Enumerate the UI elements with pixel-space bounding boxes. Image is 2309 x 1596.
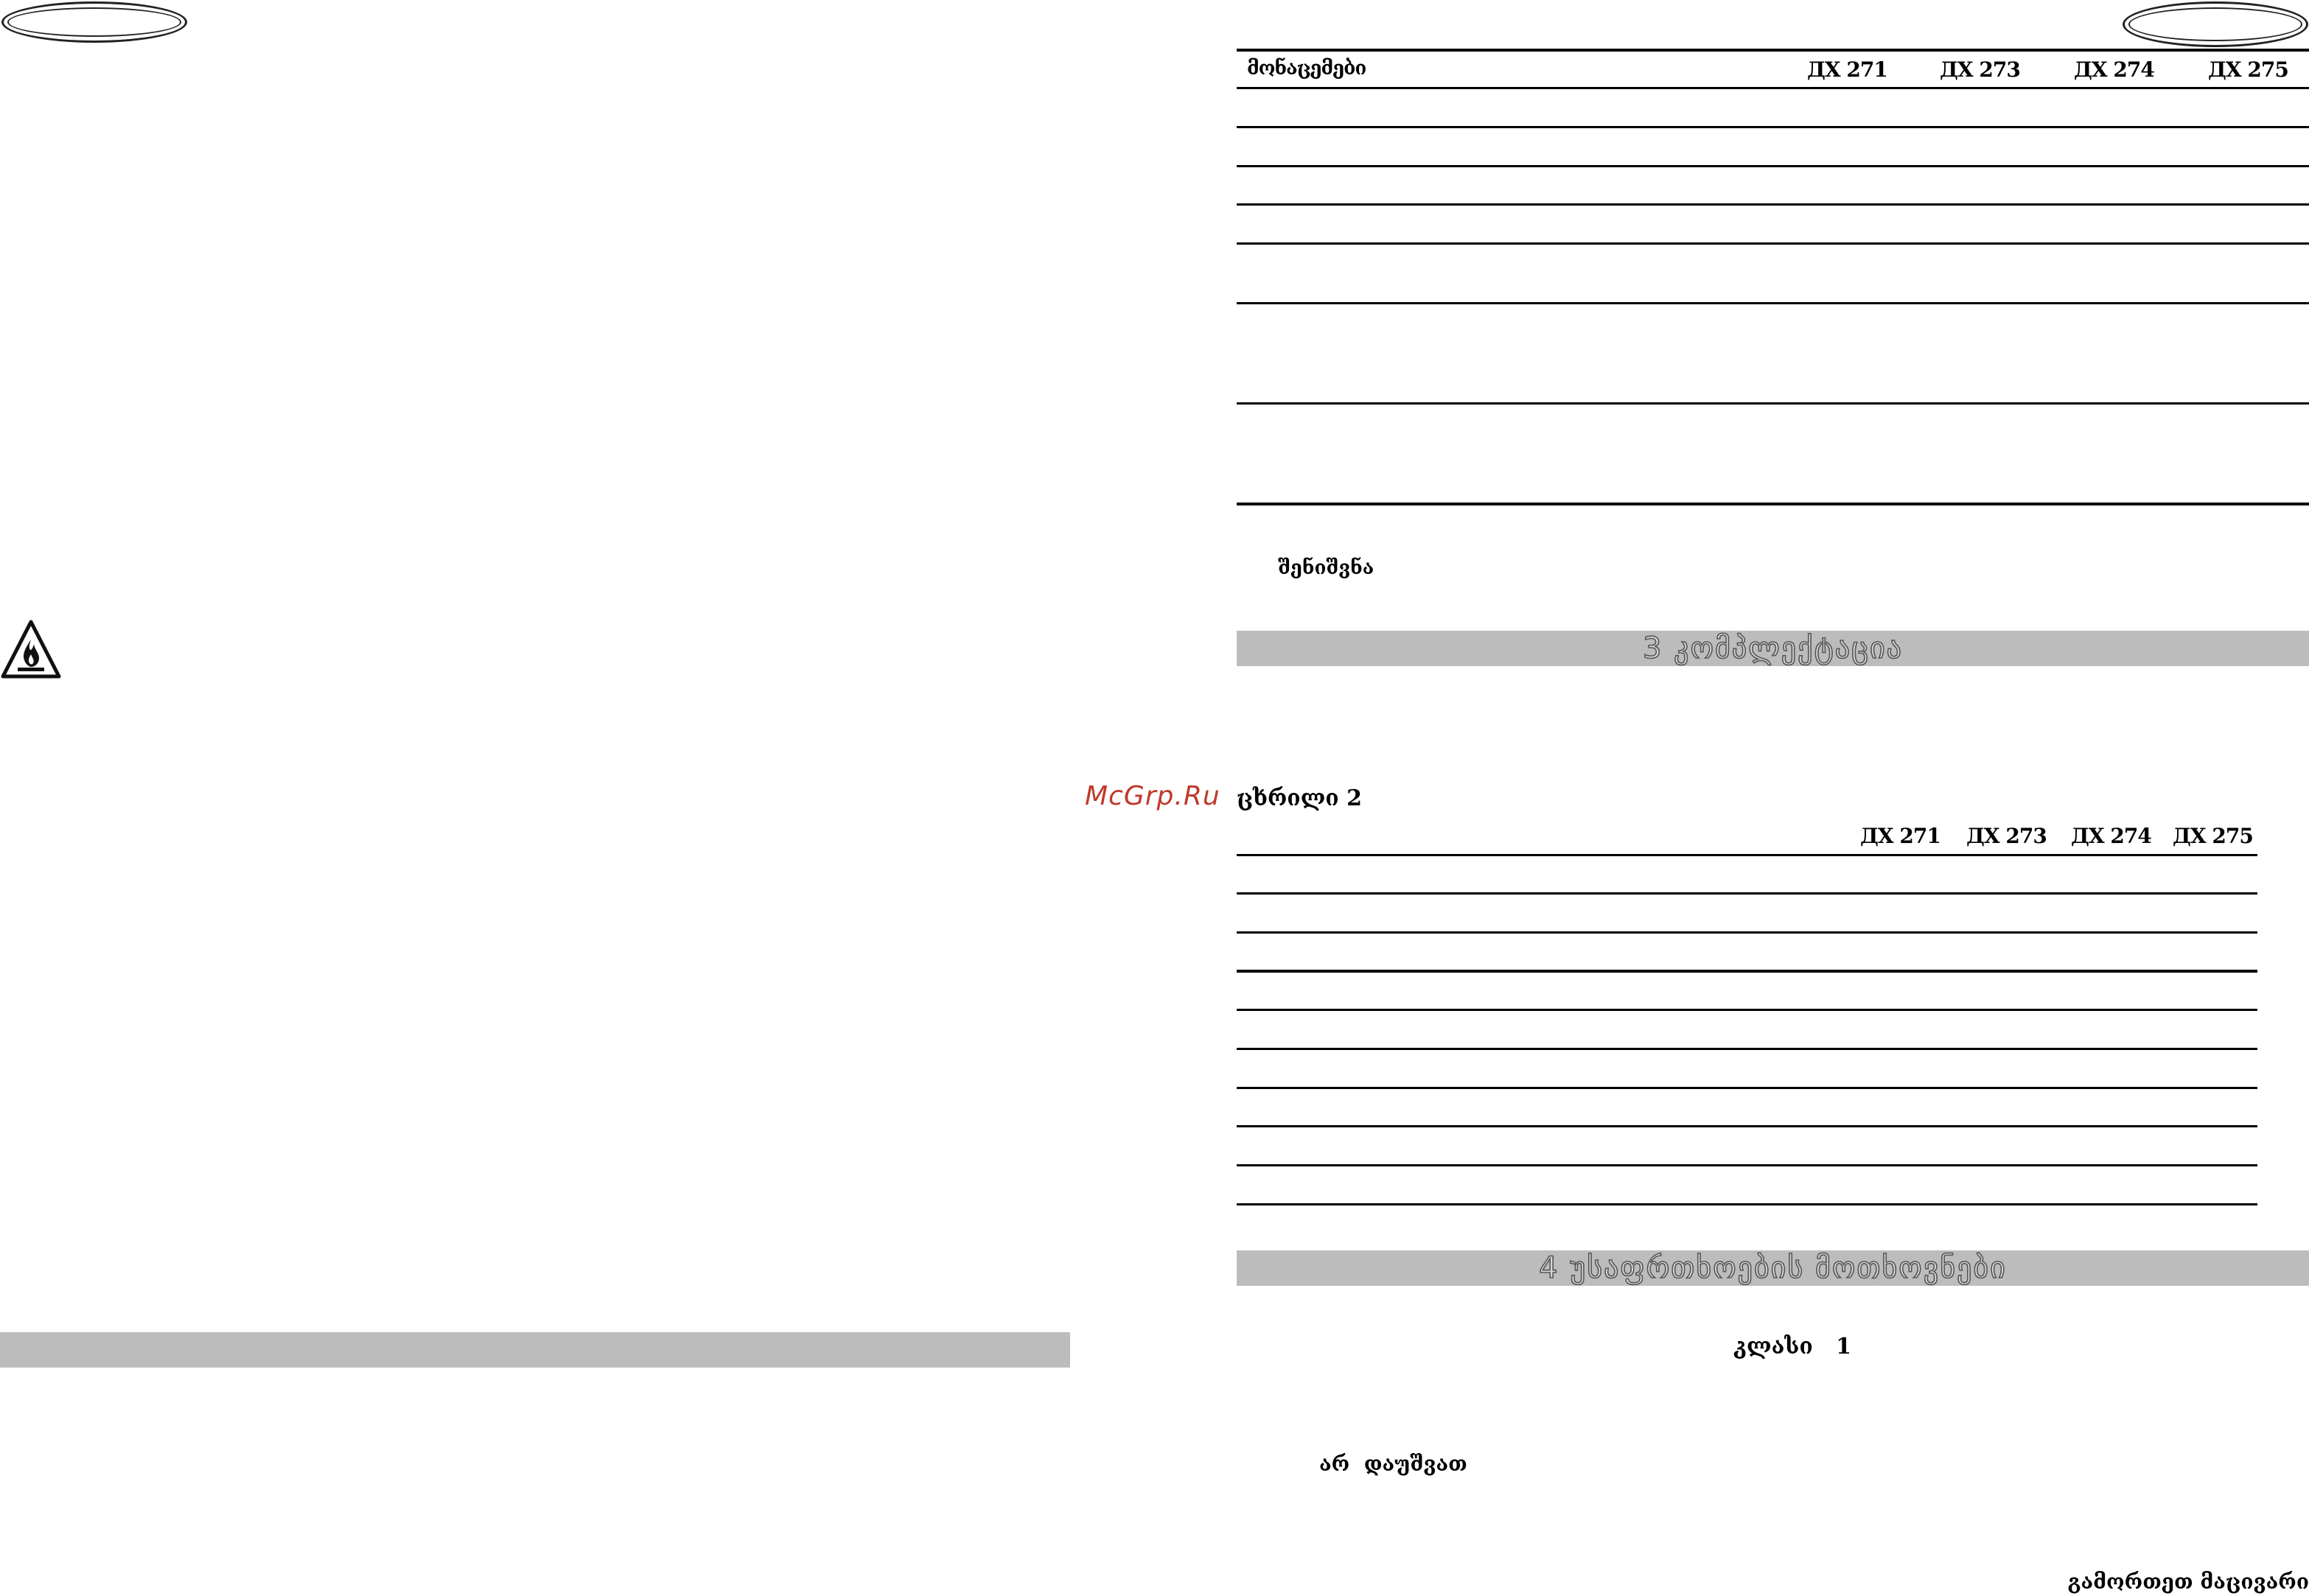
table1-header-model-1: ДХ 271 xyxy=(1807,57,1887,82)
table2-header-model-1: ДХ 271 xyxy=(1860,824,1941,848)
table2-row-rule xyxy=(1237,892,2257,895)
page-number-oval-left xyxy=(1,1,187,43)
table1-row-rule xyxy=(1237,126,2309,128)
table2-row-rule xyxy=(1237,970,2257,973)
table1-note-label: შენიშვნა xyxy=(1278,557,1374,579)
watermark: McGrp.Ru xyxy=(1085,781,1220,811)
table1-row-rule xyxy=(1237,242,2309,245)
do-not-allow-label: არ დაუშვათ xyxy=(1319,1452,1467,1476)
table1-row-rule xyxy=(1237,87,2309,89)
page-number-oval-right xyxy=(2123,1,2308,47)
table1-bottom-rule xyxy=(1237,503,2309,505)
table1-header-model-2: ДХ 273 xyxy=(1940,57,2020,82)
section4-title: 4 უსაფრთხოების მოთხოვნები xyxy=(1539,1251,2007,1285)
table2-caption: ცხრილი 2 xyxy=(1237,785,1363,811)
section4-bar xyxy=(1237,1250,2309,1286)
table1-row-rule xyxy=(1237,165,2309,167)
section3-bar xyxy=(1237,631,2309,666)
table2-header-model-3: ДХ 274 xyxy=(2071,824,2151,848)
table2-header-model-4: ДХ 275 xyxy=(2173,824,2253,848)
table1-header-model-3: ДХ 274 xyxy=(2074,57,2154,82)
table2-row-rule xyxy=(1237,1203,2257,1205)
flammable-warning-icon xyxy=(0,617,62,682)
table2-row-rule xyxy=(1237,931,2257,934)
table2-row-rule xyxy=(1237,854,2257,856)
table1-header-model-4: ДХ 275 xyxy=(2208,57,2288,82)
table2-row-rule xyxy=(1237,1125,2257,1127)
table1-row-rule xyxy=(1237,402,2309,405)
table2-row-rule xyxy=(1237,1048,2257,1050)
class-label: კლასი 1 xyxy=(1733,1334,1851,1359)
table2-row-rule xyxy=(1237,1164,2257,1166)
table1-row-rule xyxy=(1237,302,2309,304)
table2-header-model-2: ДХ 273 xyxy=(1966,824,2047,848)
table2-row-rule xyxy=(1237,1009,2257,1011)
section3-title: 3 კომპლექტაცია xyxy=(1643,631,1903,665)
switch-off-label: გამორთეთ მაცივარი xyxy=(2067,1569,2309,1594)
table1-top-rule xyxy=(1237,49,2309,52)
table1-row-rule xyxy=(1237,203,2309,206)
table1-header-param: მონაცემები xyxy=(1247,57,1366,80)
left-page-section-bar xyxy=(0,1332,1070,1368)
table2-row-rule xyxy=(1237,1087,2257,1089)
